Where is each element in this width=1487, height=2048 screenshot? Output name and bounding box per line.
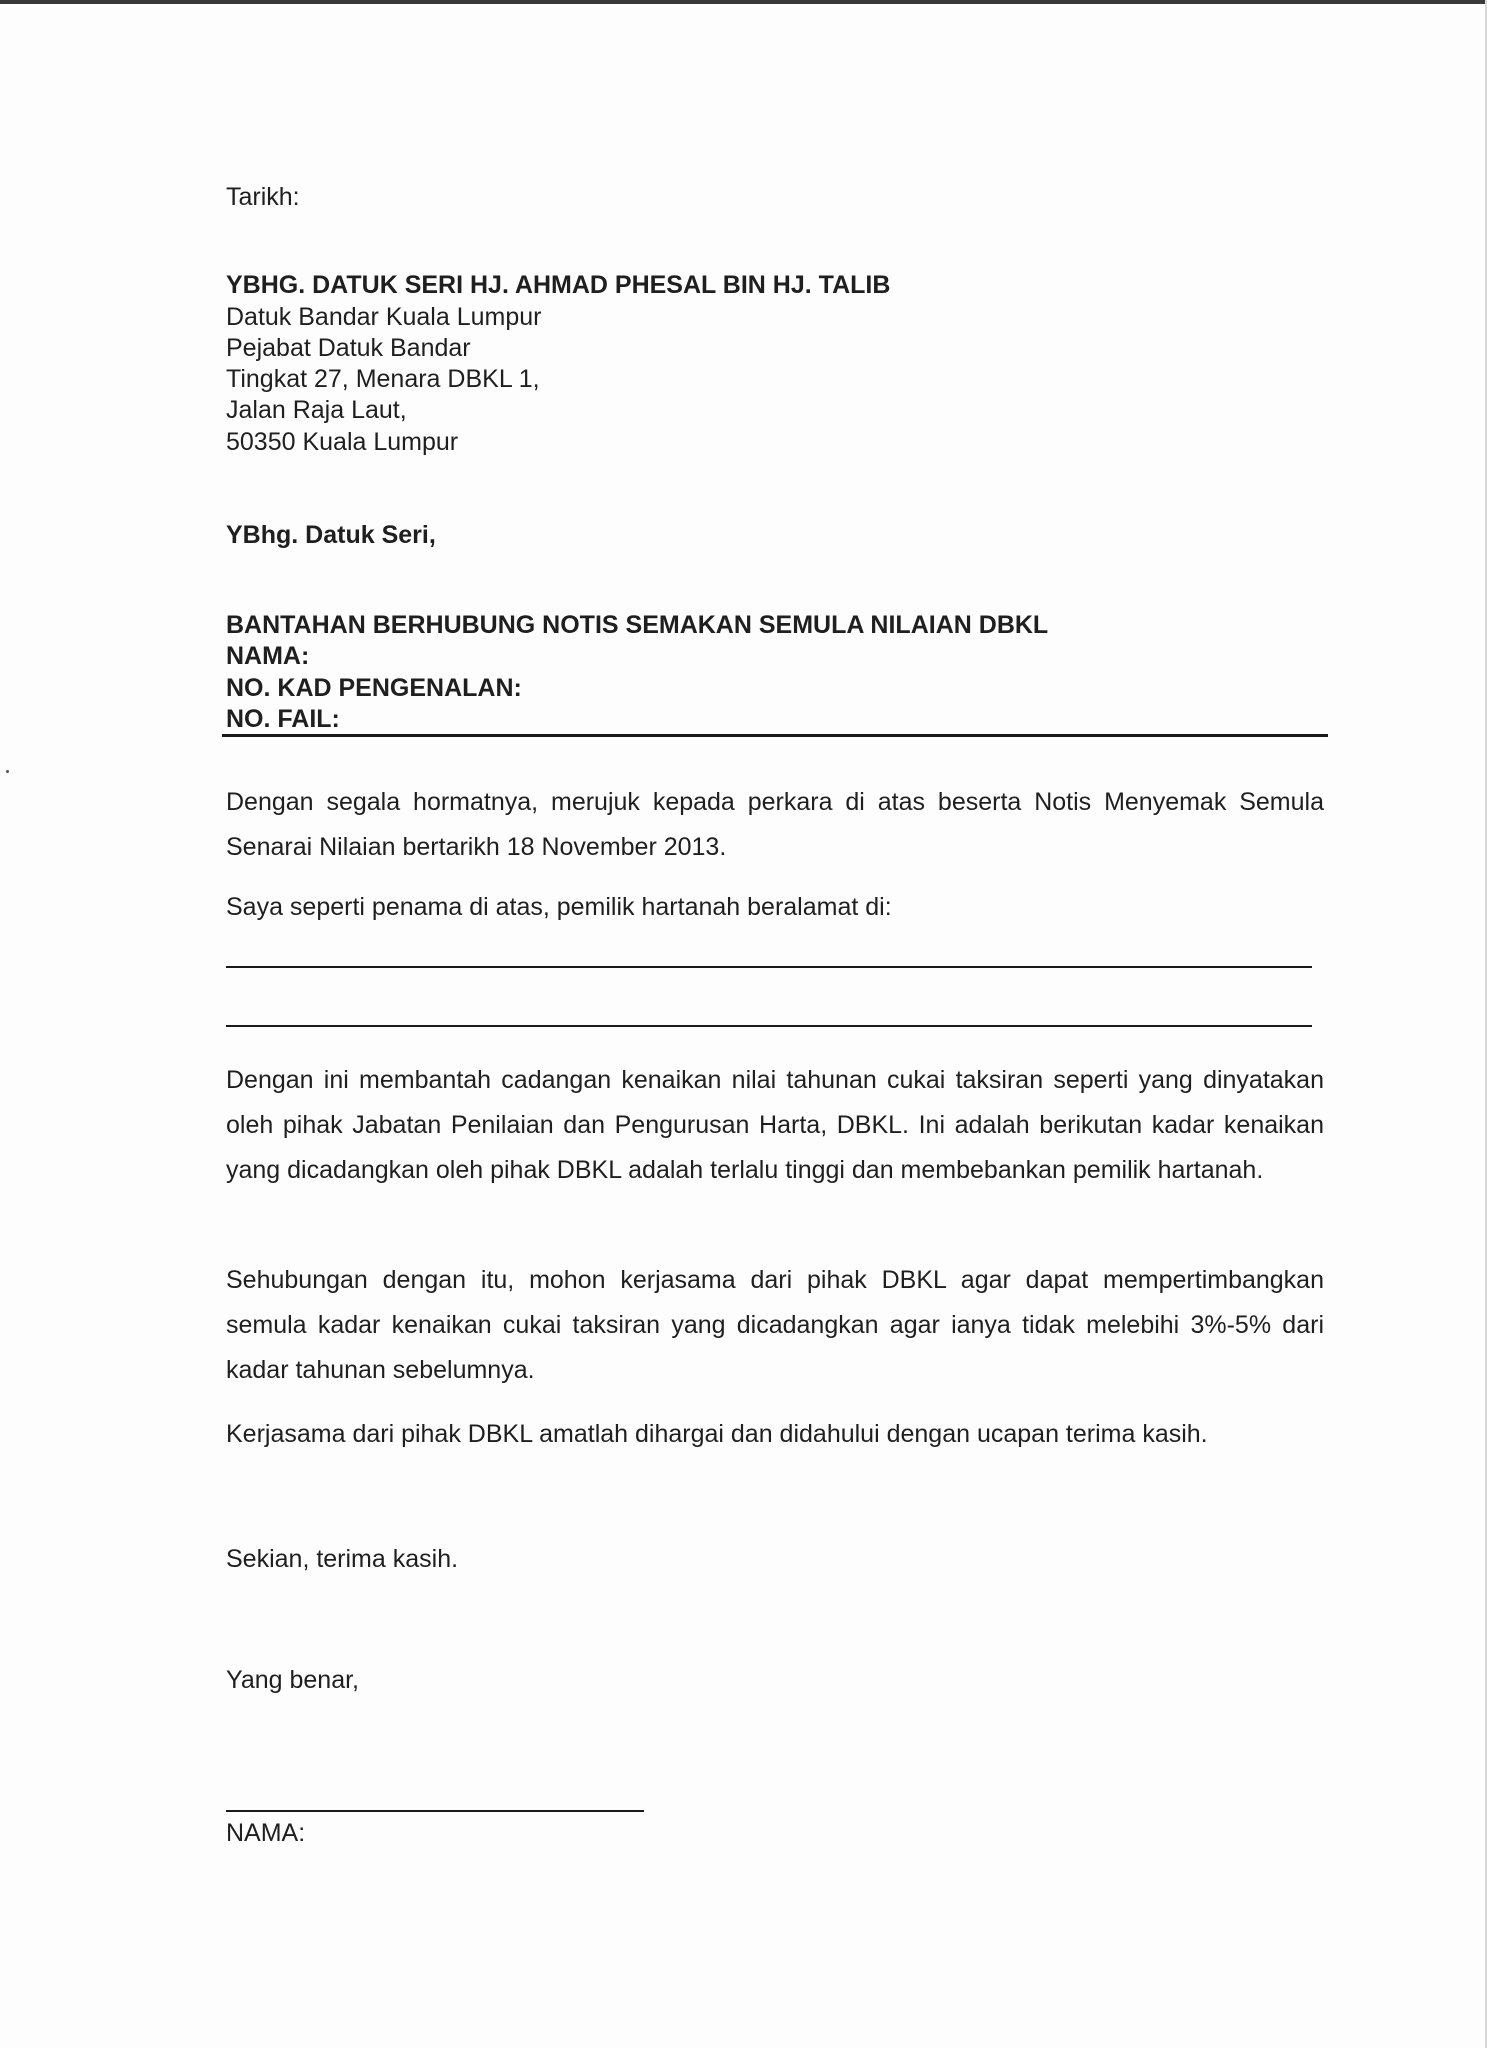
recipient-address-line2: Jalan Raja Laut, xyxy=(226,396,407,424)
body-paragraph-5: Kerjasama dari pihak DBKL amatlah dihargai dan didahului dengan ucapan terima kasih. xyxy=(226,1420,1208,1448)
body-paragraph-1: Dengan segala hormatnya, merujuk kepada perkara di atas beserta Notis Menyemak Semula Senarai Nilaian bertarikh 18 November 2013. xyxy=(226,788,1324,861)
subject-file-label: NO. FAIL: xyxy=(226,705,340,733)
subject-title: BANTAHAN BERHUBUNG NOTIS SEMAKAN SEMULA NILAIAN DBKL xyxy=(226,611,1049,639)
body-paragraph-2: Saya seperti penama di atas, pemilik hartanah beralamat di: xyxy=(226,893,892,921)
recipient-address-line3: 50350 Kuala Lumpur xyxy=(226,428,459,456)
recipient-name: YBHG. DATUK SERI HJ. AHMAD PHESAL BIN HJ. TALIB xyxy=(226,271,891,299)
body-paragraph-3: Dengan ini membantah cadangan kenaikan nilai tahunan cukai taksiran seperti yang dinyatakan oleh pihak Jabatan Penilaian dan Pengurusan Harta, DBKL. Ini adalah berikutan kadar kenaikan yang dicadangkan oleh pihak DBKL adalah terlalu tinggi dan membebankan pemilik hartanah. xyxy=(226,1066,1324,1184)
closing: Sekian, terima kasih. xyxy=(226,1545,459,1573)
sign-off: Yang benar, xyxy=(226,1666,359,1694)
subject-name-label: NAMA: xyxy=(226,642,310,670)
date-label: Tarikh: xyxy=(226,183,300,211)
scan-speck xyxy=(6,770,9,773)
scan-top-edge xyxy=(0,0,1487,4)
signature-name-label: NAMA: xyxy=(226,1819,306,1847)
subject-underline xyxy=(222,734,1328,737)
address-blank-line-2 xyxy=(226,1025,1312,1027)
recipient-title: Datuk Bandar Kuala Lumpur xyxy=(226,303,542,331)
salutation: YBhg. Datuk Seri, xyxy=(226,521,436,549)
address-blank-line-1 xyxy=(226,966,1312,968)
signature-line xyxy=(226,1810,644,1812)
recipient-office: Pejabat Datuk Bandar xyxy=(226,334,471,362)
recipient-address-line1: Tingkat 27, Menara DBKL 1, xyxy=(226,365,540,393)
body-paragraph-4: Sehubungan dengan itu, mohon kerjasama dari pihak DBKL agar dapat mempertimbangkan semula kadar kenaikan cukai taksiran yang dicadangkan agar ianya tidak melebihi 3%-5% dari kadar tahunan sebelumnya. xyxy=(226,1266,1324,1384)
subject-ic-label: NO. KAD PENGENALAN: xyxy=(226,674,522,702)
